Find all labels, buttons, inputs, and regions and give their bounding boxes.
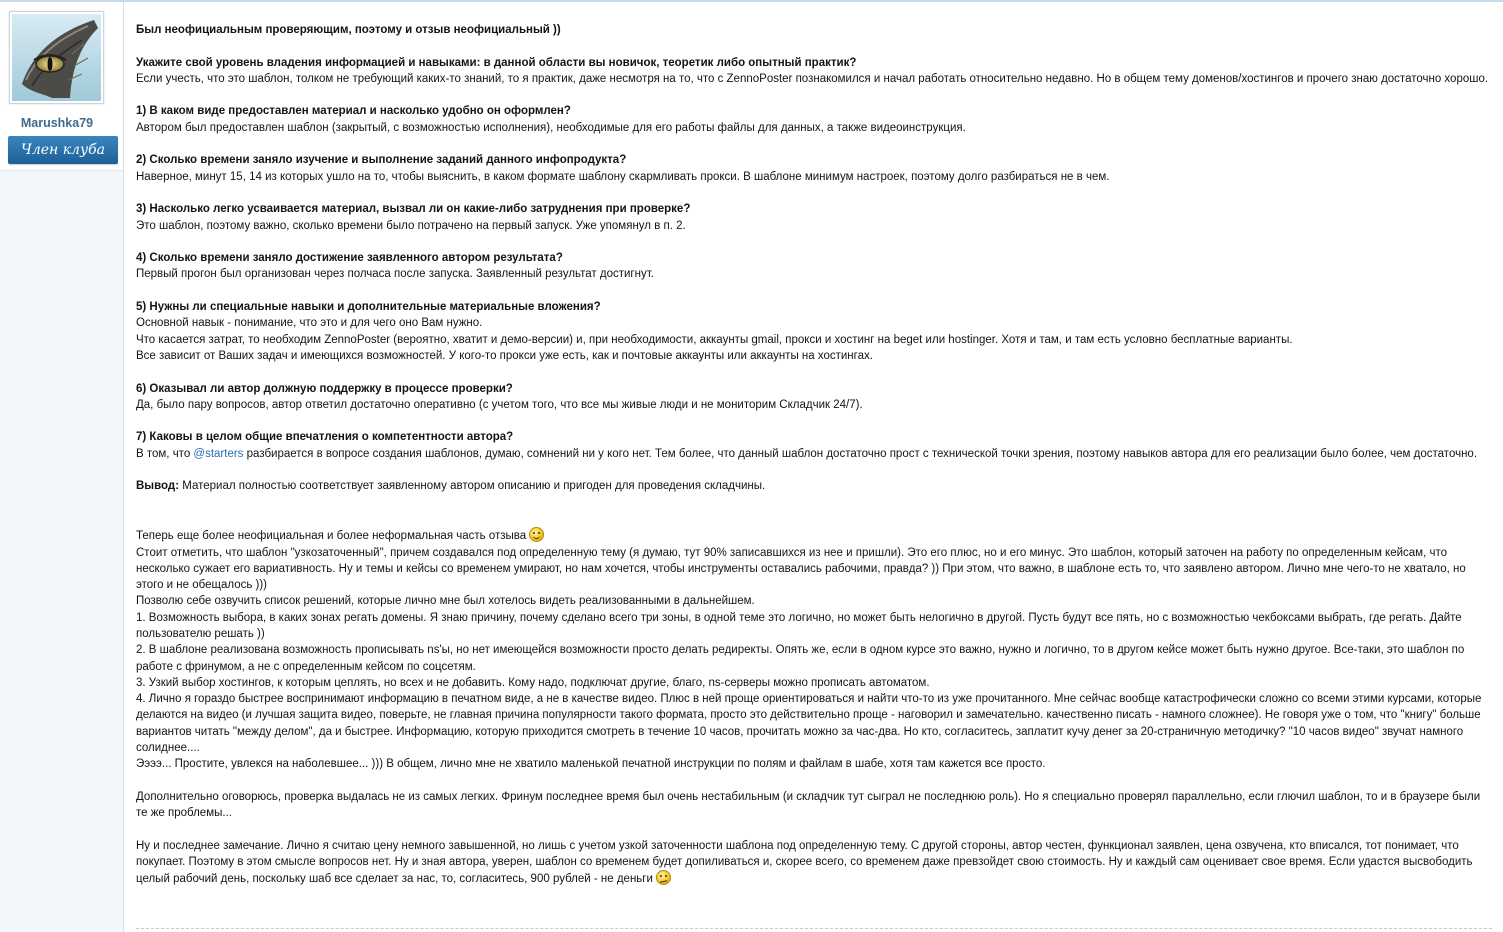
answer-2: Наверное, минут 15, 14 из которых ушло на то, чтобы выяснить, в каком формате шаблону скармливать прокси. В шаблоне минимум настроек, поэтому долго разбираться не в чем. [136, 170, 1110, 183]
question-level: Укажите свой уровень владения информацией и навыками: в данной области вы новичок, теоретик либо опытный практик? [136, 56, 857, 69]
post-divider [136, 928, 1492, 929]
answer-5-line-3: Все зависит от Ваших задач и имеющихся возможностей. У кого-то прокси уже есть, как и почтовые аккаунты или аккаунты на хостингах. [136, 349, 873, 362]
question-1: 1) В каком виде предоставлен материал и насколько удобно он оформлен? [136, 105, 571, 118]
conclusion-text: Материал полностью соответствует заявленному автором описанию и пригоден для проведения складчины. [179, 480, 766, 493]
informal-intro-text: Теперь еще более неофициальная и более неформальная часть отзыва [136, 530, 530, 543]
list-item-2: 2. В шаблоне реализована возможность прописывать ns'ы, но нет имеющейся возможности просто делать редиректы. Опять же, если в одном курсе это важно, нужно и логично, то в другом кейсе может быть нужно другое. Все-таки, это шаблон по работе с фринумом, а не с определенным кейсом по соцсетям. [136, 644, 1465, 673]
mention-link[interactable]: @starters [193, 447, 244, 460]
question-5: 5) Нужны ли специальные навыки и дополнительные материальные вложения? [136, 301, 601, 314]
conclusion-label: Вывод: [136, 480, 180, 493]
post-author-sidebar [0, 2, 124, 932]
answer-5-line-1: Основной навык - понимание, что это и для чего оно Вам нужно. [136, 317, 483, 330]
final-note [136, 838, 1492, 888]
extra-note: Дополнительно оговорюсь, проверка выдалась не из самых легких. Фринум последнее время был очень нестабильным (и складчик тут сыграл не последнюю роль). Но я специально проверял параллельно, если глючил шаблон, то и в браузере были те же проблемы... [136, 790, 1481, 820]
question-6: 6) Оказывал ли автор должную поддержку в процессе проверки? [136, 382, 513, 395]
question-4: 4) Сколько времени заняло достижение заявленного автором результата? [136, 252, 563, 265]
lizard-eye-icon [12, 14, 101, 101]
list-tail: Ээээ... Простите, увлекся на наболевшее... ))) В общем, лично мне не хватило маленькой печатной инструкции по полям и файлам в шабе, хотя там кажется все просто. [136, 758, 1046, 771]
conclusion [136, 478, 1492, 494]
informal-paragraph-2: Позволю себе озвучить список решений, которые лично мне был хотелось видеть реализованными в дальнейшем. [136, 595, 755, 608]
answer-5-line-2: Что касается затрат, то необходим ZennoPoster (вероятно, хватит и демо-версии) и, при необходимости, аккаунты gmail, прокси и хостинг на beget или hostinger. Хотя и там, и там есть условно бесплатные варианты. [136, 333, 1293, 346]
post-body [136, 22, 1492, 888]
top-border [0, 0, 1503, 2]
answer-level: Если учесть, что это шаблон, толком не требующий каких-то знаний, то я практик, даже несмотря на то, что с ZennoPoster познакомился и начал работать относительно недавно. Но в общем тему доменов/хостингов и прочего знаю достаточно хорошо. [136, 72, 1489, 85]
list-item-1: 1. Возможность выбора, в каких зонах регать домены. Я знаю причину, почему сделано всего три зоны, в одной теме это логично, но может быть нелогично в другой. Пусть будут все пять, но с возможностью чекбоксами выбрать, где регать. Дайте пользователю решать )) [136, 611, 1462, 640]
question-3: 3) Насколько легко усваивается материал, вызвал ли он какие-либо затруднения при проверке? [136, 203, 691, 216]
final-note-text: Ну и последнее замечание. Лично я считаю цену немного завышенной, но лишь с учетом узкой заточенности шаблона под определенную тему. С другой стороны, автор честен, функционал заявлен, цена озвучена, кто вписался, тот понимает, что покупает. Поэтому в этом смысле вопросов нет. Ну и зная автора, уверен, шаблон со временем будет допиливаться и, скорее всего, со временем даже превзойдет свою стоимость. Ну и каждый сам оценивает свое время. Если удастся высвободить целый рабочий день, поскольку шаб все сделает за нас, то, согласитесь, 900 рублей - не деньги [136, 839, 1473, 886]
informal-intro [136, 527, 1492, 544]
answer-1: Автором был предоставлен шаблон (закрытый, с возможностью исполнения), необходимые для его работы файлы для данных, а также видеоинструкция. [136, 121, 966, 134]
answer-4: Первый прогон был организован через полчаса после запуска. Заявленный результат достигнут. [136, 268, 654, 281]
list-item-3: 3. Узкий выбор хостингов, к которым цеплять, но всех и не добавить. Кому надо, подключат другие, благо, ns-серверы можно прописать автоматом. [136, 676, 930, 689]
username-link[interactable]: Marushka79 [20, 116, 94, 130]
answer-3: Это шаблон, поэтому важно, сколько времени было потрачено на первый запуск. Уже упомянул в п. 2. [136, 219, 686, 232]
author-card [0, 2, 123, 171]
answer-7-pre: В том, что [136, 447, 194, 460]
answer-7-post: разбирается в вопросе создания шаблонов, думаю, сомнений ни у кого нет. Тем более, что данный шаблон достаточно прост с технической точки зрения, поэтому навыков автора для его реализации было более, чем достаточно. [243, 447, 1478, 460]
list-item-4: 4. Лично я гораздо быстрее воспринимают информацию в печатном виде, а не в качестве видео. Плюс в ней проще ориентироваться и найти что-то из уже прочитанного. Мне сейчас вообще катастрофически сложно со всеми этими курсами, которые делаются на видео (и лучшая защита видео, поверьте, не главная причина популярности такого формата, просто это действительно проще - наговорил и замечательно. качественно писать - намного сложнее). Не говоря уже о том, что "книгу" больше вариантов читать "между делом", да и быстрее. Информацию, которую приходится смотреть в течение 10 часов, прочитать можно за час-два. Но кто, согласитесь, заплатит кучу денег за 20-страничную методичку? "10 часов видео" звучат намного солиднее.... [136, 693, 1482, 755]
post-intro: Был неофициальным проверяющим, поэтому и отзыв неофициальный )) [136, 24, 561, 36]
smile-icon [529, 527, 544, 542]
answer-7 [136, 446, 1492, 462]
question-7: 7) Каковы в целом общие впечатления о компетентности автора? [136, 431, 514, 444]
avatar[interactable] [9, 11, 104, 104]
user-rank-badge: Член клуба [8, 136, 118, 164]
informal-paragraph-1: Стоит отметить, что шаблон "узкозаточенный", причем создавался под определенную тему (я думаю, тут 90% записавшихся из нее и пришли). Это его плюс, но и его минус. Это шаблон, который заточен на работу по определенным кейсам, что несколько сужает его вариативность. Ну и темы и кейсы со временем умирают, но нам хочется, чтобы инструменты оставались рабочими, правда? )) При этом, что важно, в шаблоне есть то, что заявлено автором. Лично мне чего-то не хватало, но этого и не обещалось ))) [136, 546, 1466, 592]
answer-6: Да, было пару вопросов, автор ответил достаточно оперативно (с учетом того, что все мы живые люди и не мониторим Складчик 24/7). [136, 398, 863, 411]
unsure-smile-icon [656, 870, 671, 885]
question-2: 2) Сколько времени заняло изучение и выполнение заданий данного инфопродукта? [136, 154, 627, 167]
